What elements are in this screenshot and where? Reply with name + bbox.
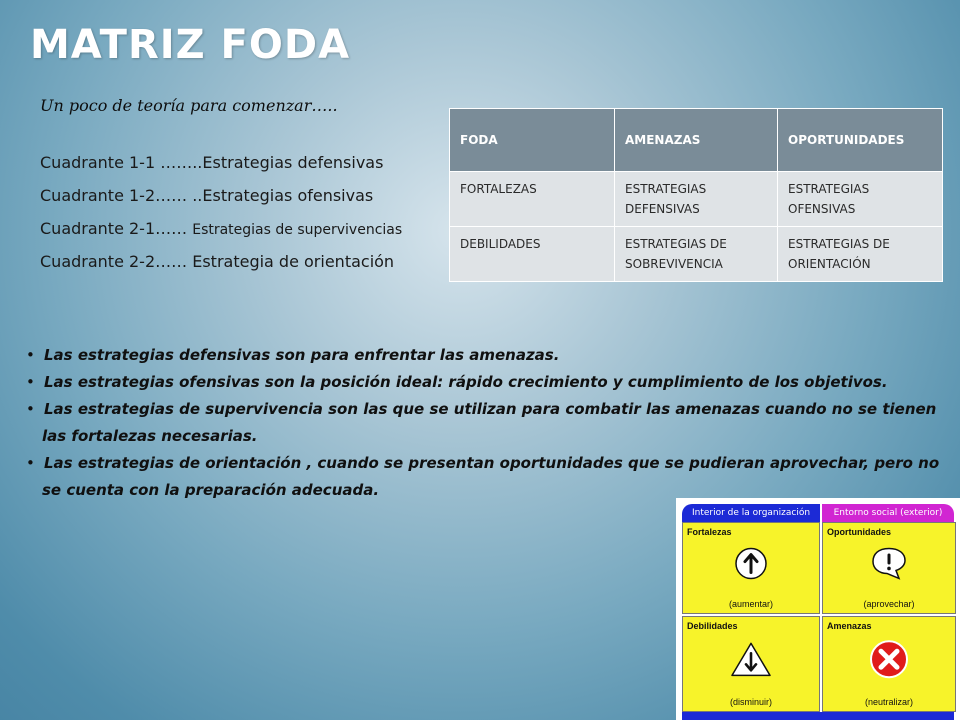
bullet-item: [26, 396, 944, 450]
diagram-cell-label: Debilidades: [687, 621, 738, 631]
bullet-text: Las estrategias ofensivas son la posición ideal: rápido crecimiento y cumplimiento de los objetivos.: [44, 373, 888, 391]
table-cell: ESTRATEGIAS DE SOBREVIVENCIA: [615, 227, 778, 282]
quadrant-item: [40, 185, 402, 218]
table-cell: FORTALEZAS: [450, 172, 615, 227]
quadrant-list: [40, 152, 402, 284]
table-cell: ESTRATEGIAS OFENSIVAS: [778, 172, 943, 227]
bullet-dot: •: [26, 454, 35, 472]
diagram-cell-action: (aumentar): [728, 599, 773, 609]
x-circle-icon: [869, 639, 909, 684]
bullet-dot: •: [26, 346, 35, 364]
diagram-cell-label: Fortalezas: [687, 527, 732, 537]
bullet-item: [26, 369, 944, 396]
quadrant-item: [40, 218, 402, 251]
diagram-cell-action: (disminuir): [729, 697, 772, 707]
quadrant-item: [40, 152, 402, 185]
bullet-list: [26, 342, 944, 504]
quadrant-item: [40, 251, 402, 284]
diagram-footer-bar: [682, 712, 954, 720]
quadrant-label: Cuadrante 2-2……: [40, 252, 193, 271]
table-cell: ESTRATEGIAS DE ORIENTACIÓN: [778, 227, 943, 282]
slide-title: MATRIZ FODA: [30, 22, 351, 68]
quadrant-label: Cuadrante 1-2…… ..: [40, 186, 203, 205]
diagram-header-internal: Interior de la organización: [682, 504, 820, 522]
quadrant-strategy: Estrategia de orientación: [192, 252, 395, 271]
bullet-item: [26, 450, 944, 504]
bullet-dot: •: [26, 373, 35, 391]
bullet-dot: •: [26, 400, 35, 418]
foda-diagram: [676, 498, 960, 720]
down-arrow-triangle-icon: [729, 640, 773, 683]
diagram-cell-action: (neutralizar): [864, 697, 913, 707]
quadrant-strategy: Estrategias ofensivas: [202, 186, 374, 205]
diagram-cell-oportunidades: [822, 522, 956, 614]
diagram-cell-fortalezas: [682, 522, 820, 614]
diagram-header-external: Entorno social (exterior): [822, 504, 954, 522]
up-arrow-icon: [734, 547, 768, 586]
bullet-item: [26, 342, 944, 369]
table-row: [450, 227, 943, 282]
diagram-cell-amenazas: [822, 616, 956, 712]
table-header-cell: AMENAZAS: [615, 109, 778, 172]
quadrant-strategy: Estrategias defensivas: [202, 153, 384, 172]
quadrant-label: Cuadrante 1-1 ……..: [40, 153, 203, 172]
table-row: [450, 172, 943, 227]
table-cell: DEBILIDADES: [450, 227, 615, 282]
table-header-row: [450, 109, 943, 172]
table-header-cell: OPORTUNIDADES: [778, 109, 943, 172]
quadrant-strategy: Estrategias de supervivencias: [192, 222, 403, 238]
bullet-text: Las estrategias de orientación , cuando se presentan oportunidades que se pudieran aprovechar, pero no se cuenta con la preparación adecuada.: [42, 454, 940, 499]
diagram-cell-action: (aprovechar): [863, 599, 915, 609]
intro-text: Un poco de teoría para comenzar…..: [40, 96, 338, 115]
quadrant-label: Cuadrante 2-1……: [40, 219, 193, 238]
diagram-cell-debilidades: [682, 616, 820, 712]
diagram-cell-label: Amenazas: [827, 621, 872, 631]
foda-table: [449, 108, 943, 282]
bullet-text: Las estrategias de supervivencia son las que se utilizan para combatir las amenazas cuando no se tienen las fortalezas necesarias.: [42, 400, 937, 445]
exclamation-icon: [869, 545, 909, 586]
diagram-cell-label: Oportunidades: [827, 527, 892, 537]
table-cell: ESTRATEGIAS DEFENSIVAS: [615, 172, 778, 227]
bullet-text: Las estrategias defensivas son para enfrentar las amenazas.: [44, 346, 560, 364]
table-header-cell: FODA: [450, 109, 615, 172]
